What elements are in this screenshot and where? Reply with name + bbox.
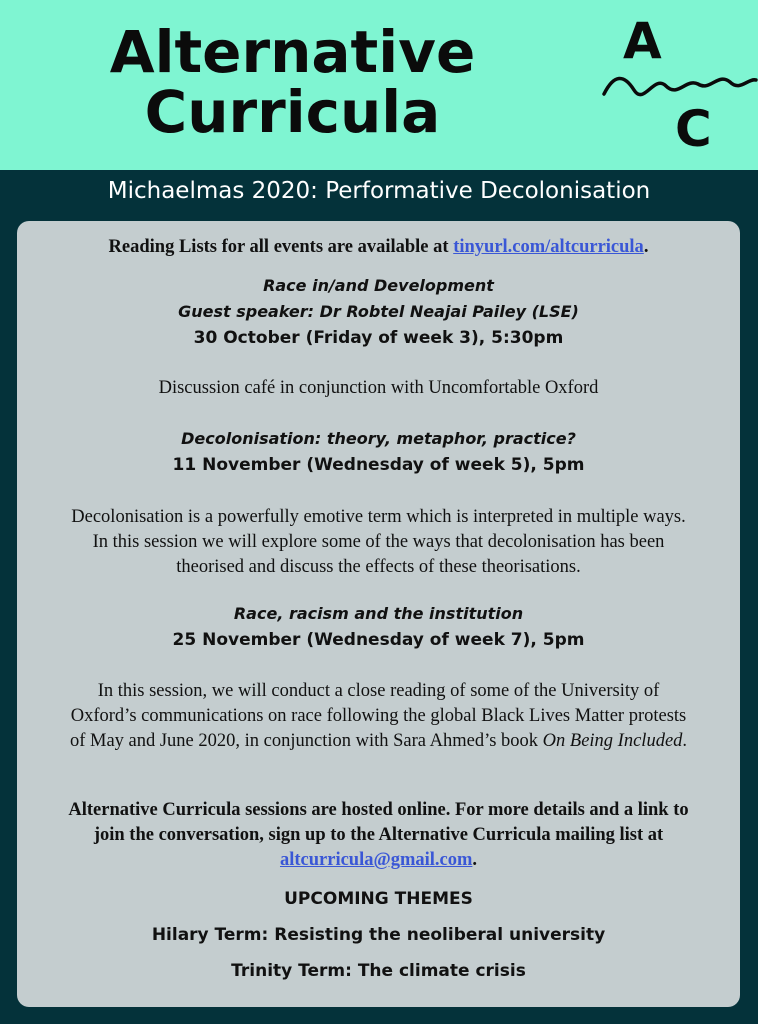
intro-text: Reading Lists for all events are available at [108, 237, 454, 257]
event-1-description: Discussion café in conjunction with Uncomfortable Oxford [158, 378, 599, 398]
event-1-date: 30 October (Friday of week 3), 5:30pm [193, 328, 564, 348]
title-line-2: Curricula [144, 78, 441, 146]
footer-note-text: Alternative Curricula sessions are hosted online. For more details and a link to join the conversation, sign up to the Alternative Curricula mailing list at [68, 800, 689, 845]
upcoming-item-hilary: Hilary Term: Resisting the neoliberal university [151, 925, 606, 945]
event-3-description [67, 679, 690, 754]
event-3-book-title: On Being Included [542, 731, 683, 751]
logo-letter-a: A [623, 12, 662, 70]
event-2-description: Decolonisation is a powerfully emotive term which is interpreted in multiple ways. In this session we will explore some of the ways that decolonisation has been theorised and discuss the effects of these theorisations. [71, 507, 686, 577]
event-3-date: 25 November (Wednesday of week 7), 5pm [172, 630, 585, 650]
event-3-description-end: . [682, 731, 688, 751]
reading-list-link[interactable]: tinyurl.com/altcurricula [453, 237, 644, 257]
logo [600, 14, 758, 164]
logo-letter-c: C [675, 100, 712, 158]
intro-line [17, 237, 740, 258]
event-2-title: Decolonisation: theory, metaphor, practice? [181, 429, 576, 448]
upcoming-heading: UPCOMING THEMES [284, 889, 473, 909]
email-link[interactable]: altcurricula@gmail.com [279, 850, 473, 870]
header-banner [0, 0, 758, 170]
upcoming-item-trinity: Trinity Term: The climate crisis [231, 961, 526, 981]
event-1-speaker: Guest speaker: Dr Robtel Neajai Pailey (LSE) [178, 302, 579, 321]
event-3-title: Race, racism and the institution [233, 604, 524, 623]
footer-note [62, 798, 695, 873]
title-line-1: Alternative [109, 18, 476, 86]
page-title [0, 18, 585, 146]
content-panel [17, 221, 740, 1007]
event-1-title: Race in/and Development [263, 276, 494, 295]
wave-icon [600, 64, 758, 104]
event-3-description-text: In this session, we will conduct a close reading of some of the University of Oxford’s communications on race following the global Black Lives Matter protests of May and June 2020, in conjunction with Sara Ahmed’s book [69, 681, 687, 751]
intro-suffix: . [643, 237, 649, 257]
footer-note-suffix: . [472, 850, 478, 870]
subtitle: Michaelmas 2020: Performative Decolonisation [107, 178, 651, 204]
event-2-date: 11 November (Wednesday of week 5), 5pm [172, 455, 585, 475]
